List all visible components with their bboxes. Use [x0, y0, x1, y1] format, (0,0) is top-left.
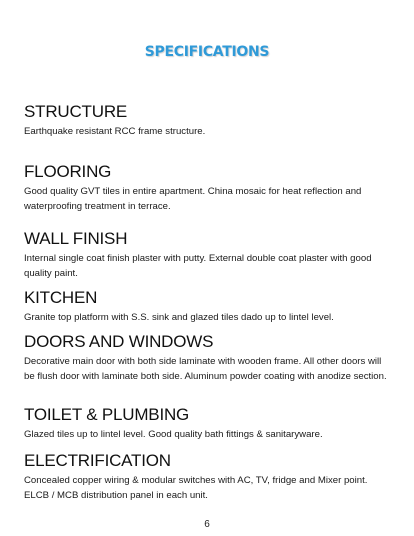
- section-heading: FLOORING: [24, 162, 112, 181]
- section-text: Decorative main door with both side laminate with wooden frame. All other doors will be flush door with laminate both side. Aluminum powder coating with anodize section.: [24, 356, 387, 382]
- section-text: Concealed copper wiring & modular switches with AC, TV, fridge and Mixer point. ELCB / MCB distribution panel in each unit.: [24, 475, 368, 501]
- section-electrification: [24, 451, 394, 503]
- section-flooring: [24, 162, 394, 214]
- section-heading: STRUCTURE: [24, 102, 128, 121]
- page-title: SPECIFICATIONS: [144, 44, 270, 60]
- section-text: Granite top platform with S.S. sink and glazed tiles dado up to lintel level.: [24, 312, 334, 323]
- section-doors-and-windows: [24, 332, 394, 384]
- section-heading: TOILET & PLUMBING: [24, 405, 190, 424]
- section-text: Good quality GVT tiles in entire apartment. China mosaic for heat reflection and waterproofing treatment in terrace.: [24, 186, 362, 212]
- section-heading: KITCHEN: [24, 288, 98, 307]
- section-text: Earthquake resistant RCC frame structure.: [24, 126, 206, 137]
- section-kitchen: [24, 288, 394, 325]
- section-toilet-plumbing: [24, 405, 394, 442]
- section-heading: WALL FINISH: [24, 229, 128, 248]
- section-structure: [24, 102, 394, 139]
- section-text: Internal single coat finish plaster with putty. External double coat plaster with good quality paint.: [24, 253, 372, 279]
- section-wall-finish: [24, 229, 394, 281]
- section-text: Glazed tiles up to lintel level. Good quality bath fittings & sanitaryware.: [24, 429, 323, 440]
- section-heading: ELECTRIFICATION: [24, 451, 171, 470]
- section-heading: DOORS AND WINDOWS: [24, 332, 214, 351]
- page-number: 6: [204, 519, 210, 530]
